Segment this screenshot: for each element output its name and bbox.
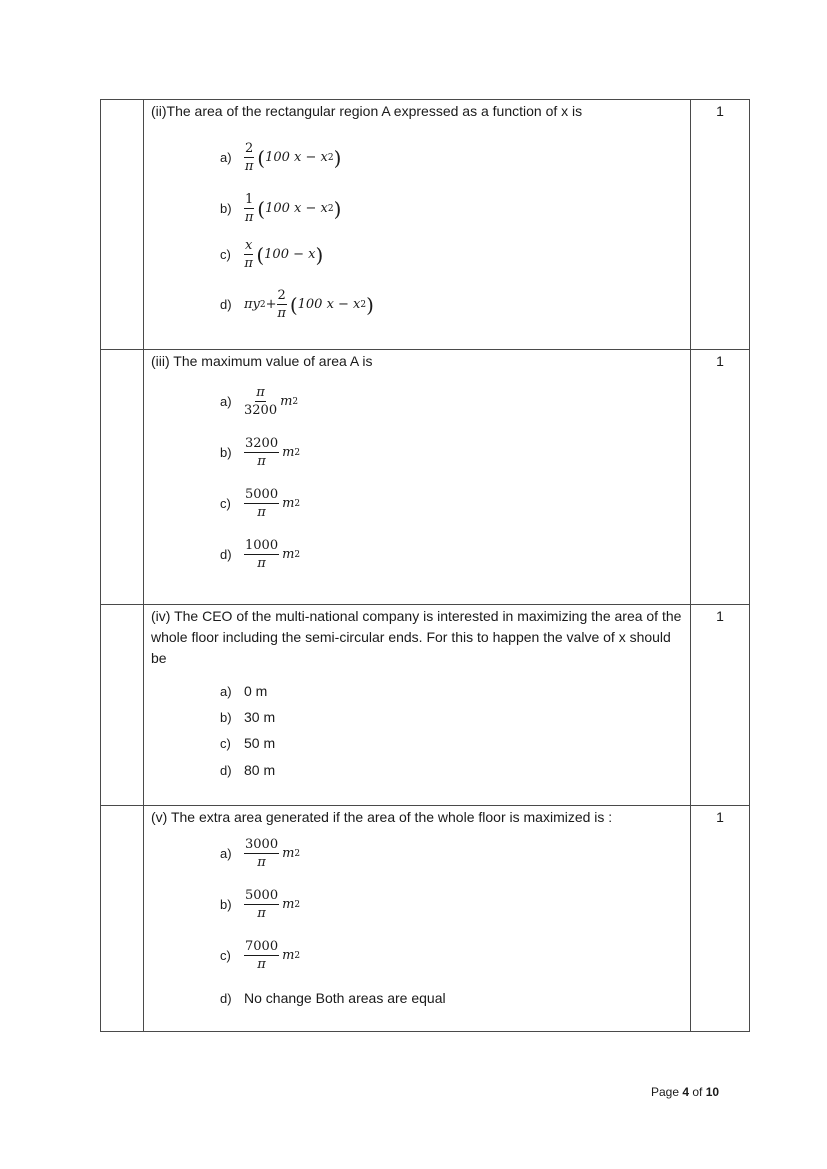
option-value: No change Both areas are equal: [244, 990, 446, 1006]
option-math: $\frac{3200}{\pi}$ m 2: [245, 436, 301, 469]
option-c: [220, 735, 275, 751]
option-b: [220, 709, 275, 725]
option-label: c): [220, 496, 231, 511]
option-label: a): [220, 150, 232, 165]
option-a: [220, 141, 341, 174]
option-label: b): [220, 897, 232, 912]
option-math: $\frac{x}{\pi}$ ( 100 − x ): [244, 238, 324, 271]
option-label: d): [220, 547, 232, 562]
blank-cell: [101, 100, 144, 350]
option-b: [220, 192, 341, 225]
option-math: $\frac{2}{\pi}$ ( 100 x − x 2 ): [244, 141, 342, 174]
option-label: b): [220, 445, 232, 460]
question-cell: [144, 350, 691, 605]
option-math: $\frac{7000}{\pi}$ m 2: [245, 939, 301, 972]
question-table: [100, 99, 750, 1032]
option-label: b): [220, 201, 232, 216]
option-label: a): [220, 683, 232, 699]
option-value: 0 m: [244, 683, 268, 699]
option-label: b): [220, 709, 232, 725]
option-math: πy 2 + $\frac{2}{\pi}$ ( 100 x − x 2 ): [244, 288, 374, 321]
option-value: 80 m: [244, 762, 276, 778]
option-a: [220, 837, 300, 870]
question-text: (iii) The maximum value of area A is: [151, 353, 373, 369]
option-value: 50 m: [244, 735, 276, 751]
option-label: a): [220, 846, 232, 861]
marks-cell: 1: [691, 605, 750, 806]
option-d: [220, 990, 446, 1006]
question-cell: [144, 100, 691, 350]
option-label: d): [220, 762, 232, 778]
option-math: $\frac{5000}{\pi}$ m 2: [245, 487, 301, 520]
page-footer: Page 4 of 10: [651, 1085, 720, 1099]
option-label: d): [220, 297, 232, 312]
blank-cell: [101, 350, 144, 605]
option-b: [220, 888, 300, 921]
question-cell: [144, 806, 691, 1032]
option-a: [220, 385, 298, 418]
option-math: $\frac{5000}{\pi}$ m 2: [245, 888, 301, 921]
option-math: $\frac{1000}{\pi}$ m 2: [245, 538, 301, 571]
option-c: [220, 487, 300, 520]
option-label: d): [220, 990, 232, 1006]
page-total: 10: [705, 1085, 720, 1099]
question-cell: [144, 605, 691, 806]
question-row-iv: [101, 605, 750, 806]
option-math: $\frac{3000}{\pi}$ m 2: [245, 837, 301, 870]
option-label: c): [220, 948, 231, 963]
marks-cell: 1: [691, 806, 750, 1032]
option-math: $\frac{1}{\pi}$ ( 100 x − x 2 ): [244, 192, 342, 225]
marks-cell: 1: [691, 350, 750, 605]
page-current: 4: [682, 1085, 690, 1099]
question-text: (ii)The area of the rectangular region A expressed as a function of x is: [151, 103, 583, 119]
option-c: [220, 238, 323, 271]
question-text: (v) The extra area generated if the area of the whole floor is maximized is :: [151, 809, 613, 825]
blank-cell: [101, 605, 144, 806]
option-label: c): [220, 735, 231, 751]
marks-cell: 1: [691, 100, 750, 350]
option-math: $\frac{\pi}{3200}$ m 2: [244, 385, 299, 418]
option-d: [220, 762, 275, 778]
option-d: [220, 288, 374, 321]
option-value: 30 m: [244, 709, 276, 725]
question-row-iii: [101, 350, 750, 605]
option-label: a): [220, 394, 232, 409]
question-row-ii: [101, 100, 750, 350]
option-c: [220, 939, 300, 972]
option-d: [220, 538, 300, 571]
option-b: [220, 436, 300, 469]
question-row-v: [101, 806, 750, 1032]
blank-cell: [101, 806, 144, 1032]
option-label: c): [220, 247, 231, 262]
option-a: [220, 683, 267, 699]
question-text: (iv) The CEO of the multi-national company is interested in maximizing the area of the whole floor including the semi-circular ends. For this to happen the valve of x should be: [151, 608, 682, 666]
